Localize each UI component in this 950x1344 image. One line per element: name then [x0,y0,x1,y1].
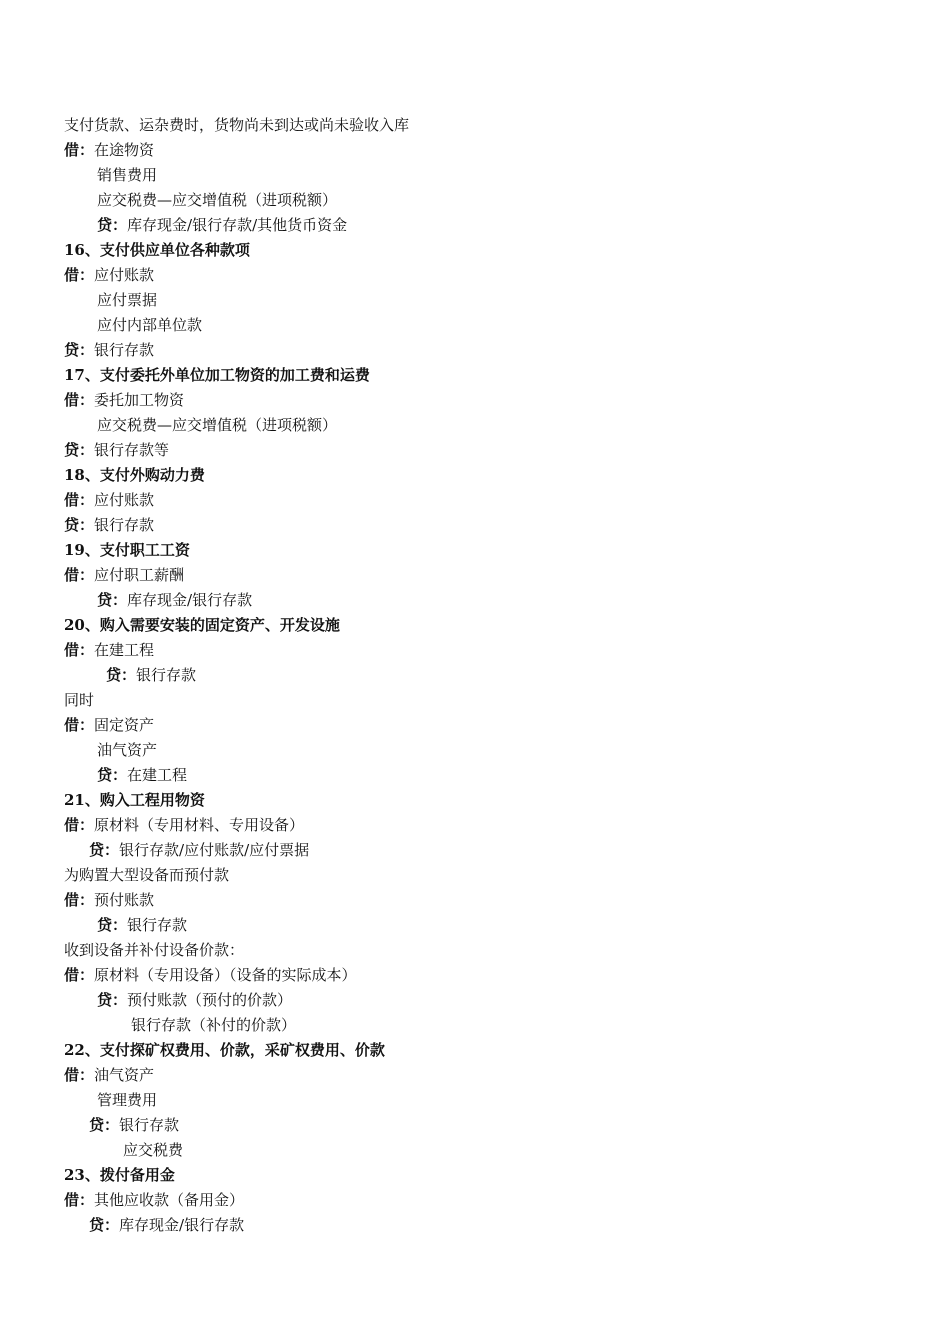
debit-label: 借： [64,1066,95,1084]
entry-line: 贷：银行存款/应付账款/应付票据 [89,841,310,859]
entry-line: 贷：在建工程 [97,766,188,784]
entry-line: 借：应付职工薪酬 [64,566,185,584]
debit-label: 借： [64,391,95,409]
section-heading: 18、支付外购动力费 [64,466,205,484]
entry-line: 借：应付账款 [64,491,155,509]
entry-line: 应付票据 [97,291,158,309]
entry-line: 贷：库存现金/银行存款 [89,1216,245,1234]
entry-line: 借：应付账款 [64,266,155,284]
entry-line: 借：在建工程 [64,641,155,659]
credit-label: 贷： [89,1216,120,1234]
credit-label: 贷： [97,591,128,609]
entry-line: 贷：银行存款 [64,516,155,534]
credit-label: 贷： [89,1116,120,1134]
debit-label: 借： [64,891,95,909]
credit-label: 贷： [97,216,128,234]
debit-label: 借： [64,491,95,509]
entry-line: 销售费用 [97,166,158,184]
credit-label: 贷： [64,341,95,359]
debit-label: 借： [64,966,95,984]
entry-line: 借：原材料（专用材料、专用设备） [64,816,305,834]
section-heading: 23、拨付备用金 [64,1166,175,1184]
section-heading: 16、支付供应单位各种款项 [64,241,250,259]
entry-line: 借：其他应收款（备用金） [64,1191,245,1209]
credit-label: 贷： [64,441,95,459]
entry-line: 贷：银行存款等 [64,441,170,459]
debit-label: 借： [64,266,95,284]
text-line: 为购置大型设备而预付款 [64,866,230,884]
debit-label: 借： [64,566,95,584]
entry-line: 贷：库存现金/银行存款/其他货币资金 [97,216,348,234]
entry-line: 应付内部单位款 [97,316,203,334]
entry-line: 应交税费 [123,1141,184,1159]
entry-line: 应交税费—应交增值税（进项税额） [97,416,338,434]
credit-label: 贷： [106,666,137,684]
section-heading: 20、购入需要安装的固定资产、开发设施 [64,616,340,634]
entry-line: 贷：银行存款 [106,666,197,684]
credit-label: 贷： [89,841,120,859]
entry-line: 油气资产 [97,741,158,759]
entry-line: 管理费用 [97,1091,158,1109]
credit-label: 贷： [97,991,128,1009]
text-line: 同时 [64,691,95,709]
debit-label: 借： [64,1191,95,1209]
text-line: 收到设备并补付设备价款： [64,941,245,959]
credit-label: 贷： [64,516,95,534]
entry-line: 贷：银行存款 [64,341,155,359]
text-line: 支付货款、运杂费时，货物尚未到达或尚未验收入库 [64,116,410,134]
entry-line: 借：油气资产 [64,1066,155,1084]
section-heading: 19、支付职工工资 [64,541,190,559]
entry-line: 银行存款（补付的价款） [131,1016,297,1034]
debit-label: 借： [64,141,95,159]
section-heading: 22、支付探矿权费用、价款，采矿权费用、价款 [64,1041,385,1059]
entry-line: 借：委托加工物资 [64,391,185,409]
entry-line: 贷：库存现金/银行存款 [97,591,253,609]
entry-line: 借：原材料（专用设备）（设备的实际成本） [64,966,357,984]
debit-label: 借： [64,716,95,734]
credit-label: 贷： [97,766,128,784]
entry-line: 借：预付账款 [64,891,155,909]
credit-label: 贷： [97,916,128,934]
entry-line: 贷：银行存款 [89,1116,180,1134]
entry-line: 贷：预付账款（预付的价款） [97,991,293,1009]
entry-line: 借：在途物资 [64,141,155,159]
section-heading: 17、支付委托外单位加工物资的加工费和运费 [64,366,370,384]
entry-line: 贷：银行存款 [97,916,188,934]
debit-label: 借： [64,816,95,834]
entry-line: 借：固定资产 [64,716,155,734]
debit-label: 借： [64,641,95,659]
section-heading: 21、购入工程用物资 [64,791,205,809]
entry-line: 应交税费—应交增值税（进项税额） [97,191,338,209]
